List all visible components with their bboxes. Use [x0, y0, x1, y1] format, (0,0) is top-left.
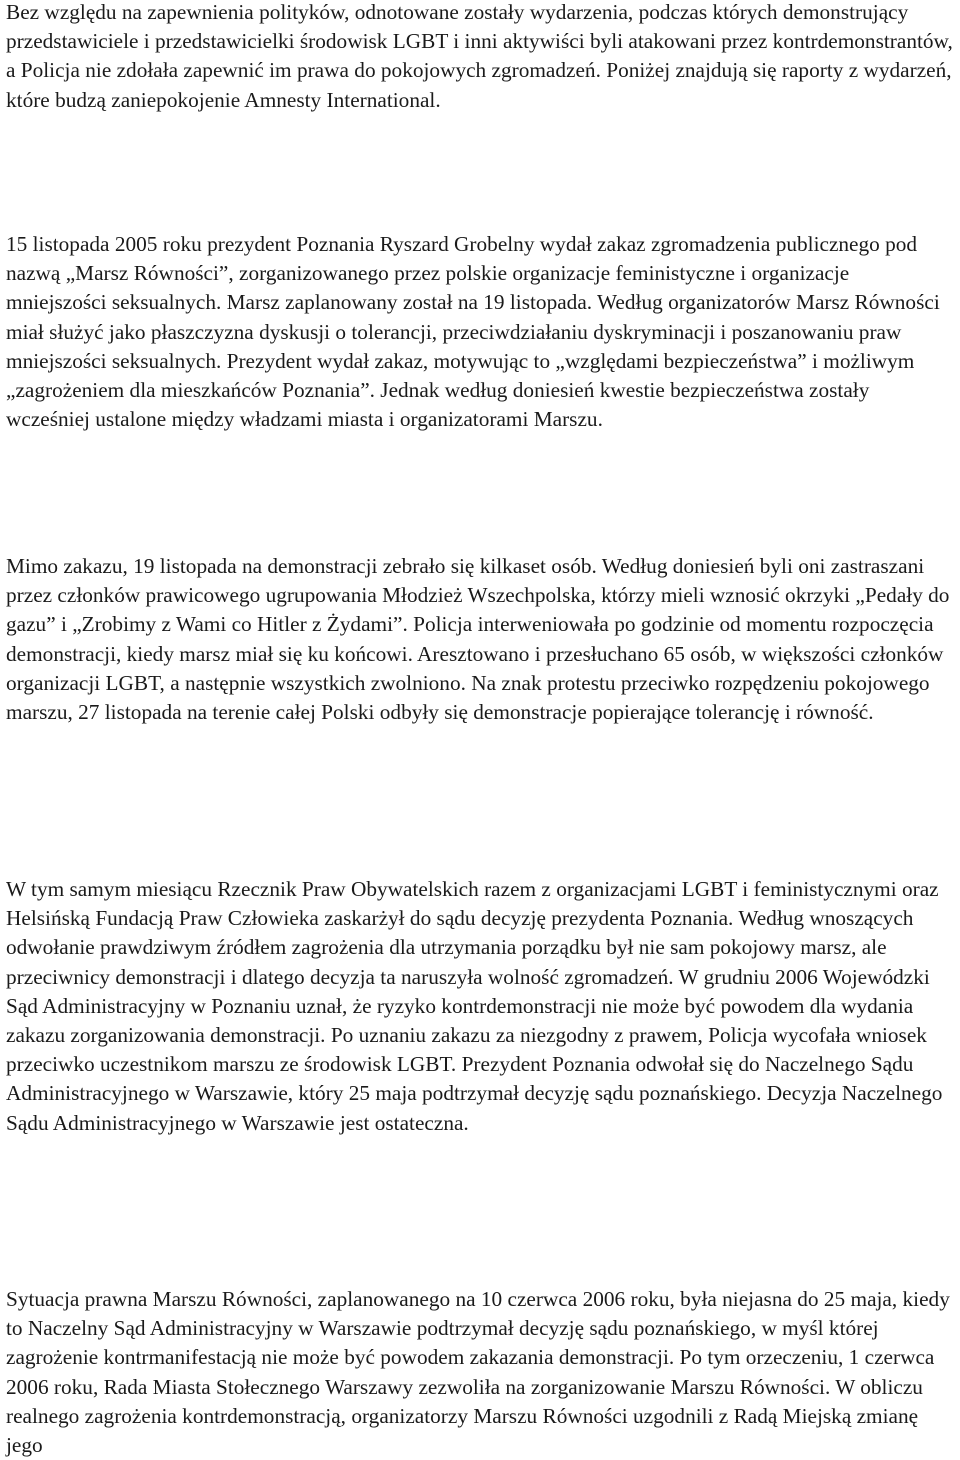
paragraph-intro: Bez względu na zapewnienia polityków, odnotowane zostały wydarzenia, podczas których demonstrujący przedstawiciele i przedstawicielki środowisk LGBT i inni aktywiści byli atakowani przez kontrdemonstrantów, a Policja nie zdołała zapewnić im prawa do pokojowych zgromadzeń. Poniżej znajdują się raporty z wydarzeń, które budzą zaniepokojenie Amnesty International.	[6, 0, 953, 112]
paragraph-ban-15-november: 15 listopada 2005 roku prezydent Poznania Ryszard Grobelny wydał zakaz zgromadzenia publicznego pod nazwą „Marsz Równości”, zorganizowanego przez polskie organizacje feministyczne i organizacje mniejszości seksualnych. Marsz zaplanowany został na 19 listopada. Według organizatorów Marsz Równości miał służyć jako płaszczyzna dyskusji o tolerancji, przeciwdziałaniu dyskryminacji i poszanowaniu praw mniejszości seksualnych. Prezydent wydał zakaz, motywując to „względami bezpieczeństwa” i możliwym „zagrożeniem dla mieszkańców Poznania”. Jednak według doniesień kwestie bezpieczeństwa zostały wcześniej ustalone między władzami miasta i organizatorami Marszu.	[6, 232, 940, 432]
paragraph-court-appeal: W tym samym miesiącu Rzecznik Praw Obywatelskich razem z organizacjami LGBT i feministycznymi oraz Helsińską Fundacją Praw Człowieka zaskarżył do sądu decyzję prezydenta Poznania. Według wnoszących odwołanie prawdziwym źródłem zagrożenia dla utrzymania porządku był nie sam pokojowy marsz, ale przeciwnicy demonstracji i dlatego decyzja ta naruszyła wolność zgromadzeń. W grudniu 2006 Wojewódzki Sąd Administracyjny w Poznaniu uznał, że ryzyko kontrdemonstracji nie może być powodem dla wydania zakazu zorganizowania demonstracji. Po uznaniu zakazu za niezgodny z prawem, Policja wycofała wniosek przeciwko uczestnikom marszu ze środowisk LGBT. Prezydent Poznania odwołał się do Naczelnego Sądu Administracyjnego w Warszawie, który 25 maja podtrzymał decyzję sądu poznańskiego. Decyzja Naczelnego Sądu Administracyjnego w Warszawie jest ostateczna.	[6, 877, 943, 1135]
paragraph-demonstration-19-november: Mimo zakazu, 19 listopada na demonstracji zebrało się kilkaset osób. Według doniesień byli oni zastraszani przez członków prawicowego ugrupowania Młodzież Wszechpolska, którzy mieli wznosić okrzyki „Pedały do gazu” i „Zrobimy z Wami co Hitler z Żydami”. Policja interweniowała po godzinie od momentu rozpoczęcia demonstracji, kiedy marsz miał się ku końcowi. Aresztowano i przesłuchano 65 osób, w większości członków organizacji LGBT, a następnie wszystkich zwolniono. Na znak protestu przeciwko rozpędzeniu pokojowego marszu, 27 listopada na terenie całej Polski odbyły się demonstracje popierające tolerancję i równość.	[6, 554, 950, 725]
paragraph-warsaw-march: Sytuacja prawna Marszu Równości, zaplanowanego na 10 czerwca 2006 roku, była niejasna do 25 maja, kiedy to Naczelny Sąd Administracyjny w Warszawie podtrzymał decyzję sądu poznańskiego, w myśl której zagrożenie kontrmanifestacją nie może być powodem zakazania demonstracji. Po tym orzeczeniu, 1 czerwca 2006 roku, Rada Miasta Stołecznego Warszawy zezwoliła na zorganizowanie Marszu Równości. W obliczu realnego zagrożenia kontrdemonstracją, organizatorzy Marszu Równości uzgodnili z Radą Miejską zmianę jego	[6, 1287, 950, 1458]
